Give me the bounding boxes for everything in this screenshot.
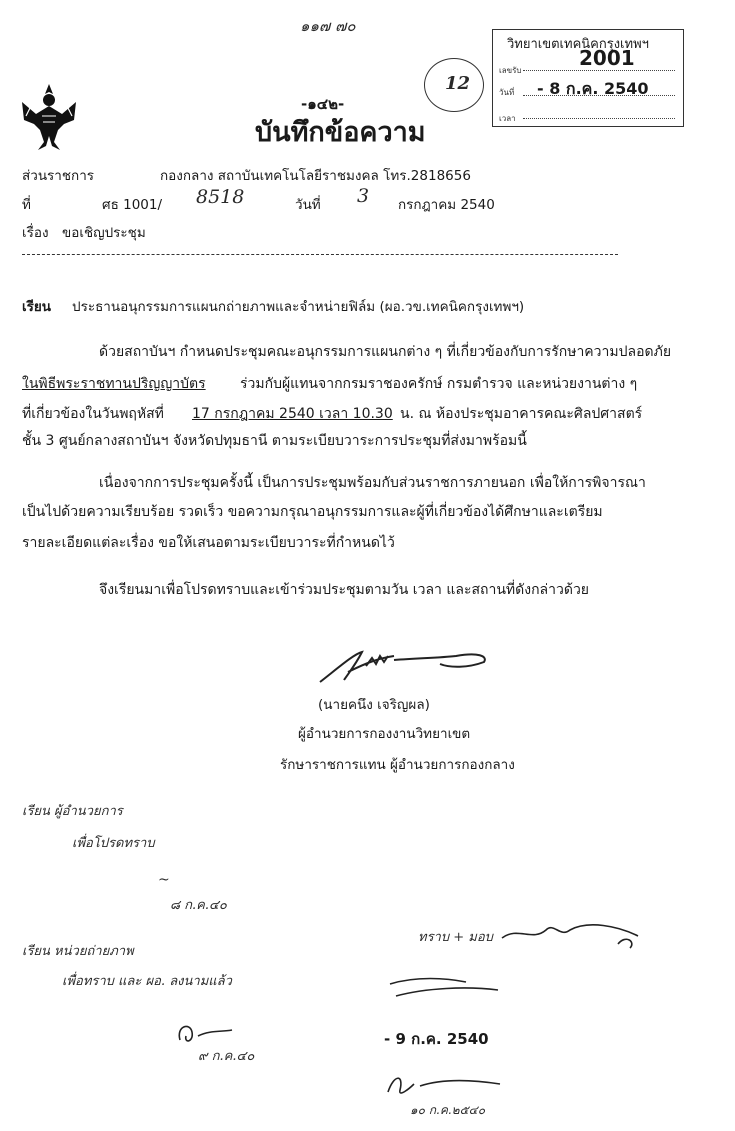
signer-acting: รักษาราชการแทน ผู้อำนวยการกองกลาง xyxy=(280,757,515,773)
para1-line2-b: ร่วมกับผู้แทนจากกรมราชองครักษ์ กรมตำรวจ และหน่วยงานต่าง ๆ xyxy=(240,376,638,392)
subject-label: เรื่อง xyxy=(22,225,49,241)
para1-line1: ด้วยสถาบันฯ กำหนดประชุมคณะอนุกรรมการแผนกต่าง ๆ ที่เกี่ยวข้องกับการรักษาความปลอดภัย xyxy=(99,344,672,360)
stamp-date-label: วันที่ xyxy=(499,88,515,97)
stamp-date-value: - 8 ก.ค. 2540 xyxy=(537,79,649,98)
para1-line3-b: 17 กรกฎาคม 2540 เวลา 10.30 xyxy=(192,406,393,422)
stamp-time-label: เวลา xyxy=(499,114,516,123)
page-number-handwritten: ๑๑๗ ๗๐ xyxy=(300,17,356,35)
para2-line1: เนื่องจากการประชุมครั้งนี้ เป็นการประชุมพร้อมกับส่วนราชการภายนอก เพื่อให้การพิจารณา xyxy=(99,475,646,491)
agency-label: ส่วนราชการ xyxy=(22,168,95,184)
agency-value: กองกลาง สถาบันเทคโนโลยีราชมงคล โทร.2818656 xyxy=(160,168,471,184)
stamp-rule xyxy=(523,118,675,119)
signature-scribble xyxy=(318,648,498,688)
circled-number xyxy=(424,58,484,112)
para1-line2-a: ในพิธีพระราชทานปริญญาบัตร xyxy=(22,376,206,392)
note-left-5: เพื่อทราบ และ ผอ. ลงนามแล้ว xyxy=(62,974,232,989)
ref-handwritten: 8518 xyxy=(196,186,245,208)
stamp-rule xyxy=(523,95,675,96)
stamp-rule xyxy=(523,70,675,71)
note-left-6: ๙ ก.ค.๔๐ xyxy=(198,1049,255,1064)
received-date-stamp: - 9 ก.ค. 2540 xyxy=(384,1030,489,1048)
para2-line2: เป็นไปด้วยความเรียบร้อย รวดเร็ว ขอความกรุณาอนุกรรมการและผู้ที่เกี่ยวข้องได้ศึกษาและเตรียม xyxy=(22,504,603,520)
ref-value: ศธ 1001/ xyxy=(102,197,163,213)
subject-value: ขอเชิญประชุม xyxy=(62,225,146,241)
header-divider xyxy=(22,254,618,255)
note-right-1: ทราบ + มอบ xyxy=(418,930,493,945)
note-left-3: ๘ ก.ค.๔๐ xyxy=(170,898,227,913)
garuda-emblem-icon xyxy=(18,80,80,152)
initials-scribble-left xyxy=(176,1018,236,1048)
salutation-label: เรียน xyxy=(22,299,52,315)
para1-line3-c: น. ณ ห้องประชุมอาคารคณะศิลปศาสตร์ xyxy=(400,406,643,422)
stamp-org: วิทยาเขตเทคนิคกรุงเทพฯ xyxy=(507,37,649,52)
ref-label: ที่ xyxy=(22,197,31,213)
date-value: กรกฎาคม 2540 xyxy=(398,197,495,213)
signer-position: ผู้อำนวยการกองงานวิทยาเขต xyxy=(298,726,471,742)
receipt-stamp xyxy=(492,29,684,127)
doc-number-small: -๑๔๒- xyxy=(301,95,345,113)
document-title: บันทึกข้อความ xyxy=(255,117,426,148)
date-label: วันที่ xyxy=(295,197,321,213)
para1-line4: ชั้น 3 ศูนย์กลางสถาบันฯ จังหวัดปทุมธานี ตามระเบียบวาระการประชุมที่ส่งมาพร้อมนี้ xyxy=(22,433,527,449)
note-right-2: ๑๐ ก.ค.๒๕๔๐ xyxy=(410,1103,486,1117)
para2-line3: รายละเอียดแต่ละเรื่อง ขอให้เสนอตามระเบียบวาระที่กำหนดไว้ xyxy=(22,535,395,551)
note-left-1: เรียน ผู้อำนวยการ xyxy=(22,804,123,819)
note-left-mark: ~ xyxy=(158,872,170,888)
note-left-2: เพื่อโปรดทราบ xyxy=(72,836,155,851)
salutation-value: ประธานอนุกรรมการแผนกถ่ายภาพและจำหน่ายฟิล์ม (ผอ.วข.เทคนิคกรุงเทพฯ) xyxy=(72,299,525,315)
signature-scribble-right xyxy=(498,916,648,956)
para1-line3-a: ที่เกี่ยวข้องในวันพฤหัสที่ xyxy=(22,406,164,422)
circled-number-text: 12 xyxy=(445,73,471,94)
initials-scribble-right xyxy=(384,1070,504,1100)
stamp-number: 2001 xyxy=(579,46,635,70)
closing-line: จึงเรียนมาเพื่อโปรดทราบและเข้าร่วมประชุมตามวัน เวลา และสถานที่ดังกล่าวด้วย xyxy=(99,582,590,598)
scribble-right-2 xyxy=(386,972,506,1002)
signer-name: (นายคนึง เจริญผล) xyxy=(318,697,430,713)
stamp-received-label: เลขรับ xyxy=(499,66,522,75)
date-handwritten: 3 xyxy=(357,185,370,207)
note-left-4: เรียน หน่วยถ่ายภาพ xyxy=(22,944,134,959)
